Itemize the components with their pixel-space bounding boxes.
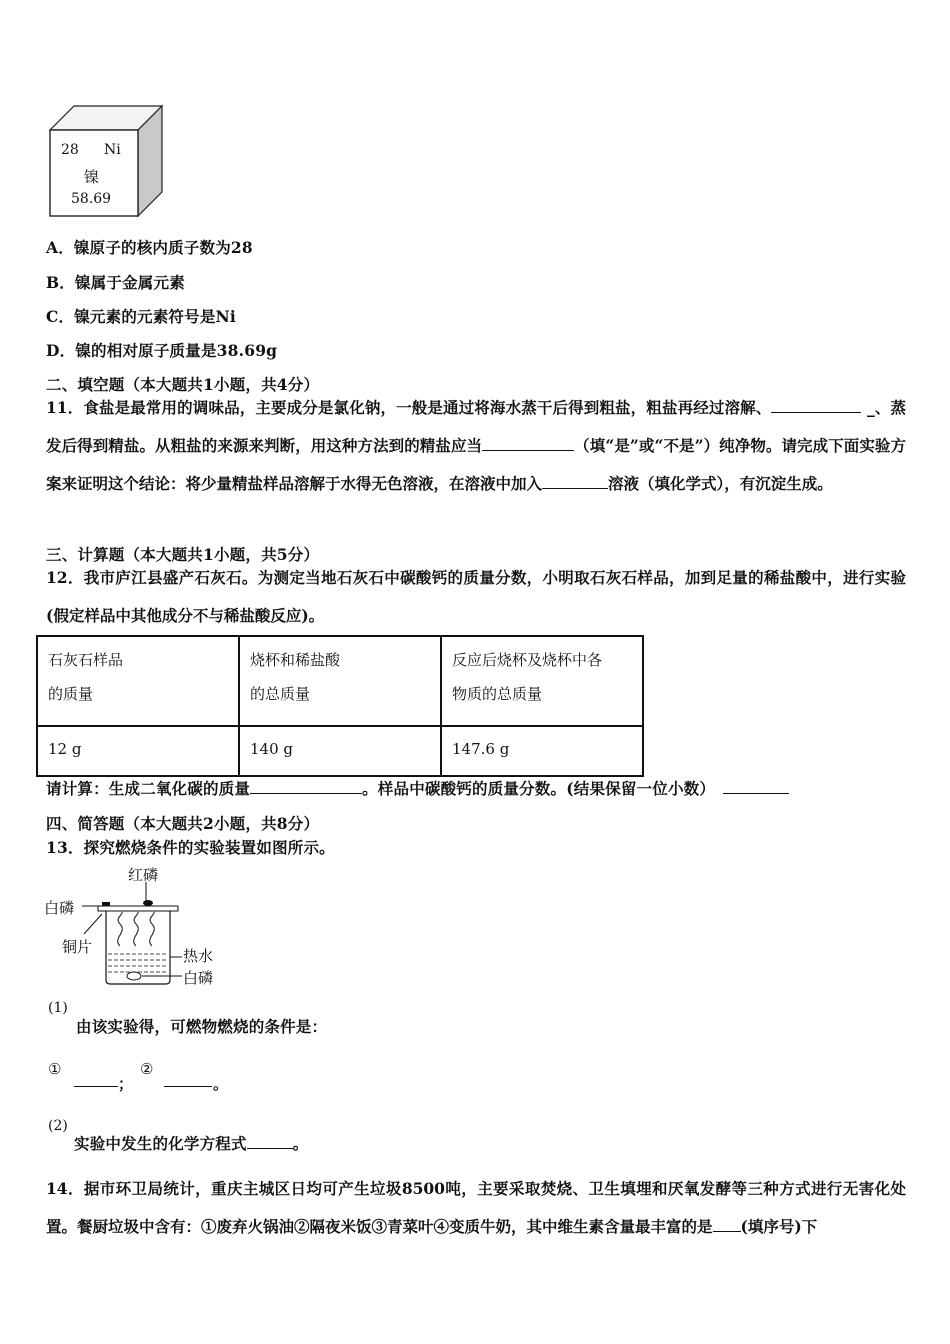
table-cell-beaker-acid-mass: 140 g xyxy=(239,726,441,776)
element-mass: 58.69 xyxy=(71,191,112,207)
q13-sub2: 实验中发生的化学方程式 。 xyxy=(74,1134,309,1153)
table-cell-after-reaction-mass: 147.6 g xyxy=(441,726,643,776)
section3-title: 三、计算题（本大题共1小题，共5分） xyxy=(46,545,320,564)
q11-part4: 溶液（填化学式），有沉淀生成。 xyxy=(608,474,833,493)
element-name: 镍 xyxy=(84,168,100,186)
q13-period1: 。 xyxy=(213,1075,229,1093)
q13-circle1: ① xyxy=(48,1060,62,1078)
q14-blank[interactable] xyxy=(713,1217,741,1232)
label-hot-water: 热水 xyxy=(183,947,214,965)
label-red-phosphorus: 红磷 xyxy=(128,866,159,884)
q12-data-table xyxy=(36,635,644,777)
label-copper-sheet: 铜片 xyxy=(62,938,93,956)
q13-blank2[interactable] xyxy=(164,1072,212,1087)
q13-blank3[interactable] xyxy=(247,1134,293,1149)
option-a: A．镍原子的核内质子数为28 xyxy=(46,238,253,257)
question-12: 12．我市庐江县盛产石灰石。为测定当地石灰石中碳酸钙的质量分数，小明取石灰石样品，加到足量的稀盐酸中，进行实验(假定样品中其他成分不与稀盐酸反应)。 xyxy=(46,568,906,625)
q11-part2: _、蒸发后得到精盐。从粗盐的来源来判断，用这种方法到的精盐应当 xyxy=(46,398,906,455)
table-cell-sample-mass: 12 g xyxy=(37,726,239,776)
question-14: 14．据市环卫局统计，重庆主城区日均可产生垃圾8500吨，主要采取焚烧、卫生填埋和厌氧发酵等三种方式进行无害化处置。餐厨垃圾中含有：①废弃火锅油②隔夜米饭③青菜叶④变质牛奶，其中维生素含量最丰富的是 (填序号)下 xyxy=(46,1179,906,1236)
label-white-phosphorus-top: 白磷 xyxy=(44,899,75,917)
q11-blank2[interactable] xyxy=(482,436,574,451)
table-header-beaker-acid-mass: 烧杯和稀盐酸 的总质量 xyxy=(239,636,441,726)
q11-part1: 11．食盐是最常用的调味品，主要成分是氯化钠，一般是通过将海水蒸干后得到粗盐，粗盐再经过溶解、 xyxy=(46,398,772,417)
question-11 xyxy=(46,389,906,503)
q13-circle2: ② xyxy=(140,1060,154,1078)
q12-question: 请计算：生成二氧化碳的质量 。样品中碳酸钙的质量分数。(结果保留一位小数） xyxy=(46,777,789,799)
q12-blank1[interactable] xyxy=(250,779,362,794)
q13-sub1-text: 由该实验得，可燃物燃烧的条件是： xyxy=(76,1017,328,1036)
q12-blank2[interactable] xyxy=(723,779,789,794)
q13-blank1[interactable] xyxy=(74,1072,118,1087)
option-c: C．镍元素的元素符号是Ni xyxy=(46,307,236,326)
option-b: B．镍属于金属元素 xyxy=(46,273,185,292)
q11-part3: （填“是”或“不是”）纯净物。请完成下面实验方案来证明这个结论：将少量精盐样品溶解于水得无色溶液，在溶液中加入 xyxy=(46,436,906,493)
option-d: D．镍的相对原子质量是38.69g xyxy=(46,341,278,360)
table-header-sample-mass: 石灰石样品 的质量 xyxy=(37,636,239,726)
label-white-phosphorus-bottom: 白磷 xyxy=(183,969,214,987)
q13-sub1-number: (1) xyxy=(48,1000,68,1016)
q13-semicolon: ； xyxy=(118,1075,134,1093)
element-symbol: Ni xyxy=(104,142,121,158)
section2-title: 二、填空题（本大题共1小题，共4分） xyxy=(46,375,320,394)
q11-blank1[interactable] xyxy=(771,398,861,413)
table-header-after-reaction-mass: 反应后烧杯及烧杯中各 物质的总质量 xyxy=(441,636,643,726)
q11-blank3[interactable] xyxy=(542,474,608,489)
q13-sub2-number: (2) xyxy=(48,1118,68,1134)
section4-title: 四、简答题（本大题共2小题，共8分） xyxy=(46,814,320,833)
element-atomic-number: 28 xyxy=(61,142,79,158)
question-13: 13．探究燃烧条件的实验装置如图所示。 xyxy=(46,838,335,857)
